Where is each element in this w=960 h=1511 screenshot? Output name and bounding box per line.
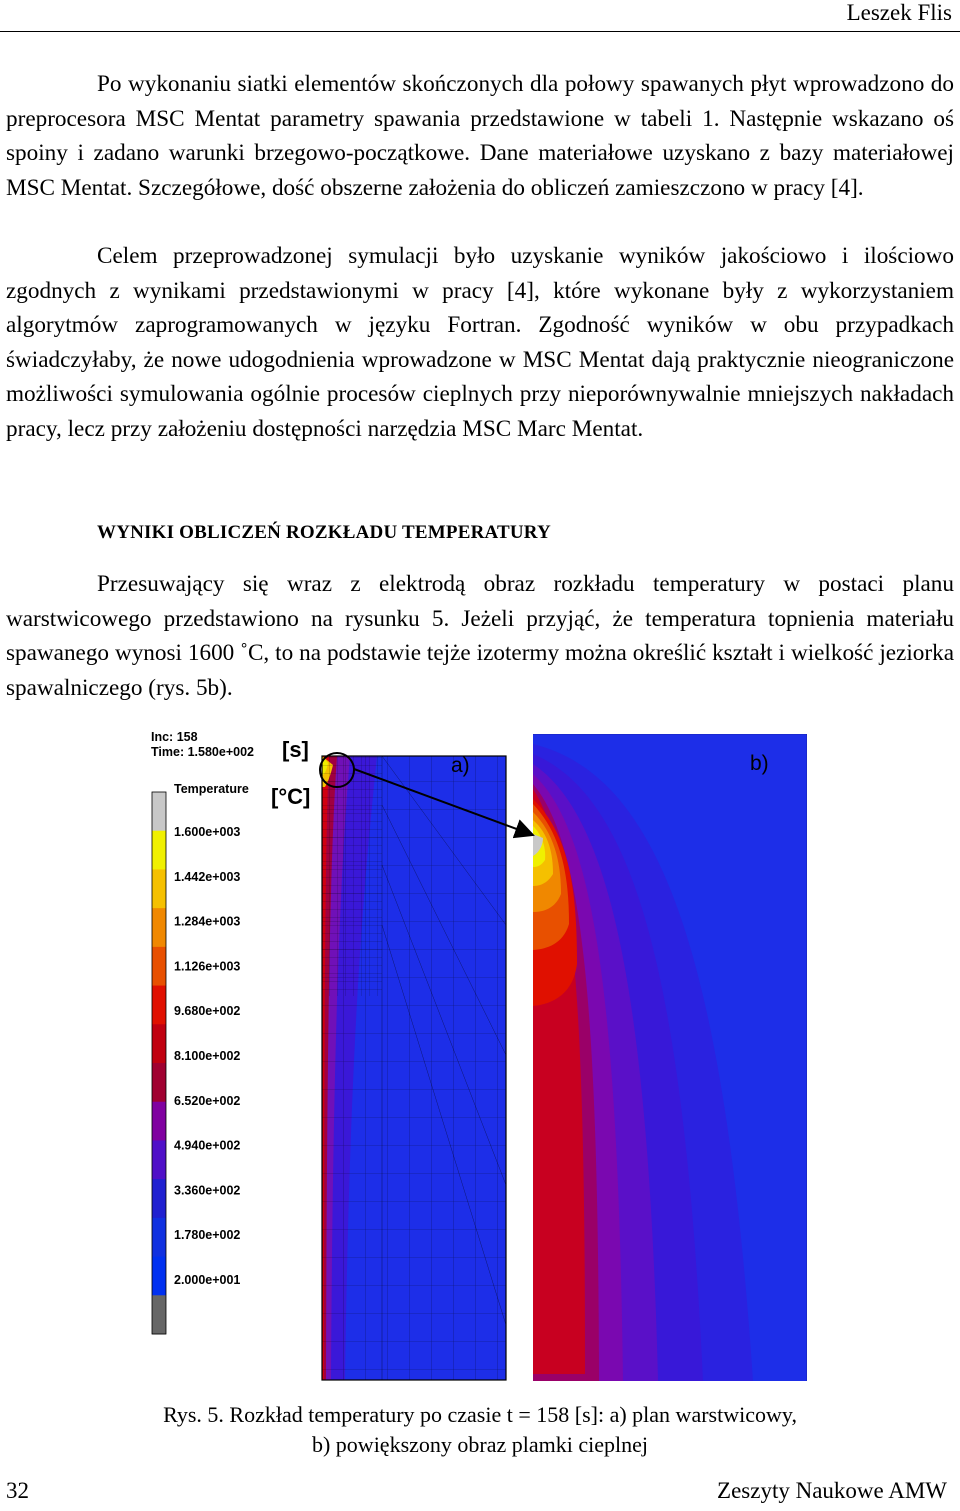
legend-swatch: [152, 792, 166, 831]
legend-color-bar: [152, 792, 166, 1335]
legend-swatch: [152, 1218, 166, 1257]
legend-value-label: 1.600e+003: [174, 825, 241, 839]
section-heading: WYNIKI OBLICZEŃ ROZKŁADU TEMPERATURY: [97, 522, 551, 543]
contour-plot-panel-a: [320, 753, 506, 1380]
contour-plot-panel-b: [533, 734, 807, 1381]
legend-value-label: 3.360e+002: [174, 1183, 241, 1198]
increment-label: Inc: 158: [151, 730, 198, 744]
legend-swatch: [152, 1257, 166, 1296]
time-unit: [s]: [282, 737, 309, 762]
legend-swatch: [152, 1102, 166, 1141]
panel-b-label: b): [750, 752, 769, 775]
header-rule: [0, 31, 960, 32]
paragraph-1: Po wykonaniu siatki elementów skończonych dla połowy spawanych płyt wprowadzono do preprocesora MSC Mentat parametry spawania przedstawione w tabeli 1. Następnie wskazano oś spoiny i zadano warunki brzegowo-początkowe. Dane materiałowe uzyskano z bazy materiałowej MSC Mentat. Szczegółowe, dość obszerne założenia do obliczeń zamieszczono w pracy [4].: [6, 71, 954, 201]
legend-swatch: [152, 947, 166, 986]
legend-value-label: 4.940e+002: [174, 1138, 241, 1153]
zoom-arrow: [354, 769, 533, 835]
zoom-arrow-overlay: [300, 745, 545, 845]
legend-swatch: [152, 1295, 166, 1334]
legend-swatch: [152, 1140, 166, 1179]
legend-swatch: [152, 831, 166, 870]
legend-value-label: 1.284e+003: [174, 914, 241, 929]
paragraph-3: Przesuwający się wraz z elektrodą obraz rozkładu temperatury w postaci planu warstwicowego przedstawiono na rysunku 5. Jeżeli przyjąć, że temperatura topnienia materiału spawanego wynosi 1600 ˚C, to na podstawie tejże izotermy można określić kształt i wielkość jeziorka spawalniczego (rys. 5b).: [6, 571, 954, 701]
figure-caption-line-1: Rys. 5. Rozkład temperatury po czasie t = 158 [s]: a) plan warstwicowy,: [163, 1402, 797, 1427]
legend-value-label: 1.442e+003: [174, 869, 241, 884]
figure-caption-line-2: b) powiększony obraz plamki cieplnej: [311, 1432, 648, 1457]
legend-swatch: [152, 1179, 166, 1218]
legend-value-label: 1.126e+003: [174, 959, 241, 974]
legend-value-label: 2.000e+001: [174, 1273, 241, 1287]
temperature-unit: [°C]: [271, 784, 311, 809]
paragraph-2: Celem przeprowadzonej symulacji było uzyskanie wyników jakościowo i ilościowo zgodnych z wynikami przedstawionymi w pracy [4], które wykonane były z wykorzystaniem algorytmów zaprogramowanych w języku Fortran. Zgodność wyników w obu przypadkach świadczyłaby, że nowe udogodnienia wprowadzone w MSC Mentat dają praktycznie nieograniczone możliwości symulowania ogólnie procesów cieplnych przy nieporównywalnie mniejszych nakładach pracy, lecz przy założeniu dostępności narzędzia MSC Marc Mentat.: [6, 243, 954, 442]
legend-swatch: [152, 908, 166, 947]
legend-swatch: [152, 1024, 166, 1063]
legend-title: Temperature: [174, 782, 249, 796]
legend-value-label: 1.780e+002: [174, 1228, 241, 1243]
figure-panel-b: [533, 734, 807, 1381]
legend-value-label: 6.520e+002: [174, 1093, 241, 1108]
running-header-author: Leszek Flis: [846, 0, 952, 25]
legend-value-label: 9.680e+002: [174, 1004, 241, 1019]
legend-swatch: [152, 1063, 166, 1102]
panel-a-label: a): [451, 754, 470, 777]
legend-swatch: [152, 869, 166, 908]
legend-value-label: 8.100e+002: [174, 1049, 241, 1063]
legend-labels: [174, 825, 240, 1287]
journal-name: Zeszyty Naukowe AMW: [717, 1478, 947, 1503]
time-label: Time: 1.580e+002: [151, 745, 254, 759]
page-number: 32: [6, 1478, 29, 1503]
legend-swatch: [152, 986, 166, 1025]
